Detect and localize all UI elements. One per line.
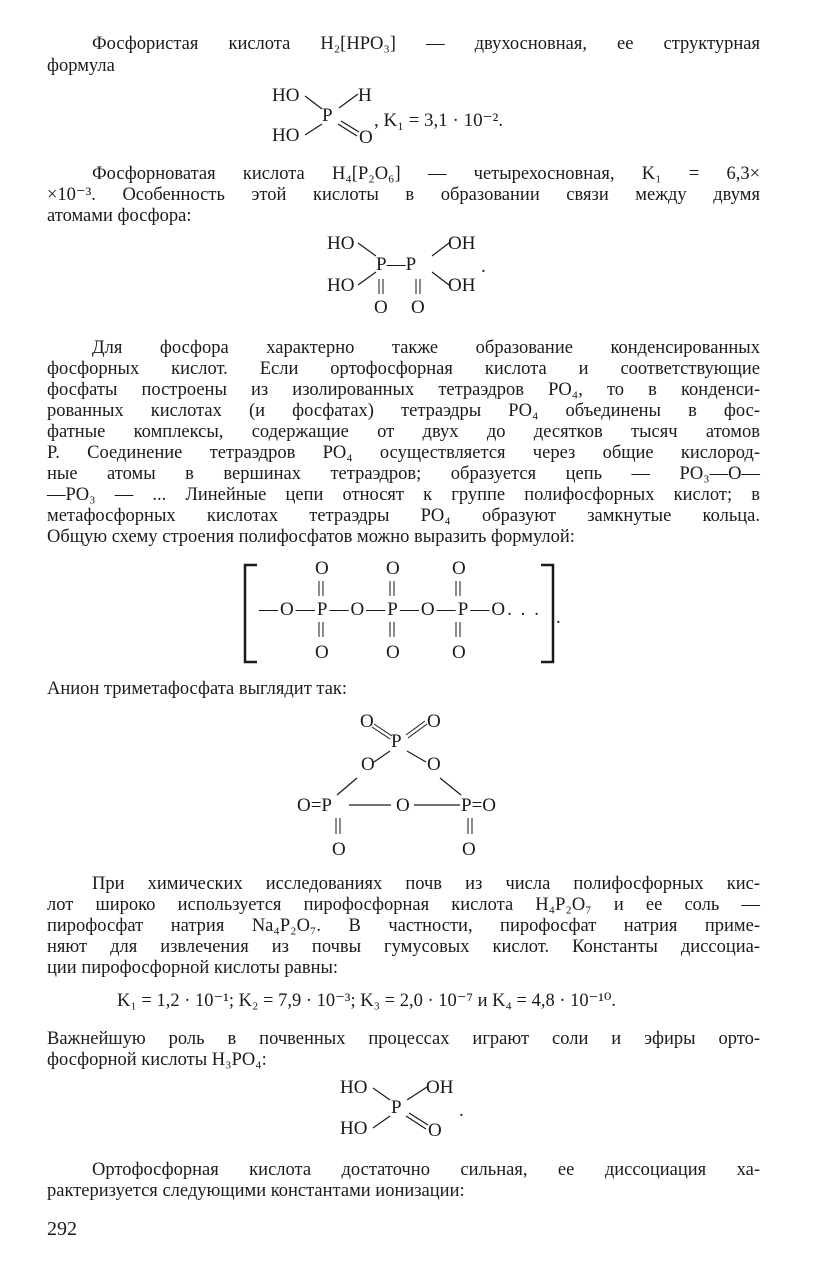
p2-line2: ×10⁻³. Особенность этой кислоты в образовании связи между двумя: [47, 185, 760, 205]
p3-line: рованных кислотах (и фосфатах) тетраэдры PO₄ объединены в фос-: [47, 401, 760, 421]
f3-chain: —O—P—O—P—O—P—O. . .: [259, 599, 539, 620]
f4-o-bot-right: O: [462, 839, 476, 860]
p5-line: няют для извлечения из почвы гумусовых кислот. Константы диссоциа-: [47, 937, 760, 957]
p2-line1: Фосфорноватая кислота H₄[P₂O₆] — четырехосновная, K₁ = 6,3×: [92, 164, 760, 184]
f5-ho-bot: HO: [340, 1118, 368, 1139]
f4-left-p: O=P: [297, 795, 333, 816]
p3-line: фосфаты построены из изолированных тетраэдров PO₄, то в конденси-: [47, 380, 760, 400]
f3-o-top-1: O: [315, 558, 329, 579]
p3-line: фосфорных кислот. Если ортофосфорная кислота и соответствующие: [47, 359, 760, 379]
p3-line: Общую схему строения полифосфатов можно выразить формулой:: [47, 527, 575, 547]
f3-o-top-2: O: [386, 558, 400, 579]
f2-ho2: HO: [327, 275, 355, 296]
p4-text: Анион триметафосфата выглядит так:: [47, 679, 348, 699]
p5-line: При химических исследованиях почв из числа полифосфорных кис-: [92, 874, 760, 894]
f1-h: H: [358, 85, 372, 106]
f2-pp: P—P: [376, 254, 417, 275]
f4-o-top-left: O: [360, 711, 374, 732]
f3-o-bot-2: O: [386, 642, 400, 663]
p1-line2: формула: [47, 56, 115, 76]
p3-line: Для фосфора характерно также образование конденсированных: [92, 338, 760, 358]
f2-oh1: OH: [448, 233, 476, 254]
f4-p-top: P: [391, 731, 402, 752]
f3-dot: .: [556, 607, 561, 628]
p7-line1: Ортофосфорная кислота достаточно сильная, ее диссоциация ха-: [92, 1160, 760, 1180]
f4-o-top-right: O: [427, 711, 441, 732]
f1-k1: , K₁ = 3,1 · 10⁻².: [374, 110, 504, 131]
p3-line: —PO₃ — ... Линейные цепи относят к группе полифосфорных кислот; в: [47, 485, 760, 505]
f2-o1: O: [374, 297, 388, 318]
p5-line: пирофосфат натрия Na₄P₂O₇. В частности, пирофосфат натрия приме-: [47, 916, 760, 936]
f1-ho-top: HO: [272, 85, 300, 106]
p6-line1: Важнейшую роль в почвенных процессах играют соли и эфиры орто-: [47, 1029, 760, 1049]
p6-line2: фосфорной кислоты H₃PO₄:: [47, 1050, 267, 1070]
f5-ho-top: HO: [340, 1077, 368, 1098]
p5-line: лот широко используется пирофосфорная кислота H₄P₂O₇ и ее соль —: [47, 895, 760, 915]
f5-dot: .: [459, 1100, 464, 1121]
page-number: 292: [47, 1218, 77, 1240]
f2-oh2: OH: [448, 275, 476, 296]
f3-o-bot-3: O: [452, 642, 466, 663]
f4-o-ring-left: O: [361, 754, 375, 775]
f3-o-bot-1: O: [315, 642, 329, 663]
p5-line: ции пирофосфорной кислоты равны:: [47, 958, 339, 978]
f5-p: P: [391, 1097, 402, 1118]
p1-line1: Фосфористая кислота H₂[HPO₃] — двухосновная, ее структурная: [92, 34, 760, 54]
f1-p: P: [322, 105, 333, 126]
f4-right-p: P=O: [461, 795, 497, 816]
p3-line: метафосфорных кислотах тетраэдры PO₄ образуют замкнутые кольца.: [47, 506, 760, 526]
f2-o2: O: [411, 297, 425, 318]
p3-line: фатные комплексы, содержащие от двух до десятков тысяч атомов: [47, 422, 760, 442]
f2-dot: .: [481, 256, 486, 277]
f5-o: O: [428, 1120, 442, 1141]
f3-o-top-3: O: [452, 558, 466, 579]
dissociation-constants: K₁ = 1,2 · 10⁻¹; K₂ = 7,9 · 10⁻³; K₃ = 2,0 · 10⁻⁷ и K₄ = 4,8 · 10⁻¹⁰.: [117, 991, 616, 1011]
f1-ho-bot: HO: [272, 125, 300, 146]
p7-line2: рактеризуется следующими константами ионизации:: [47, 1181, 465, 1201]
p3-line: ные атомы в вершинах тетраэдров; образуется цепь — PO₃—O—: [47, 464, 760, 484]
f5-oh: OH: [426, 1077, 454, 1098]
f4-o-ring-right: O: [427, 754, 441, 775]
f4-mid-o: O: [396, 795, 410, 816]
f1-o: O: [359, 127, 373, 148]
f4-o-bot-left: O: [332, 839, 346, 860]
p2-line3: атомами фосфора:: [47, 206, 192, 226]
p3-line: P. Соединение тетраэдров PO₄ осуществляется через общие кислород-: [47, 443, 760, 463]
f2-ho1: HO: [327, 233, 355, 254]
